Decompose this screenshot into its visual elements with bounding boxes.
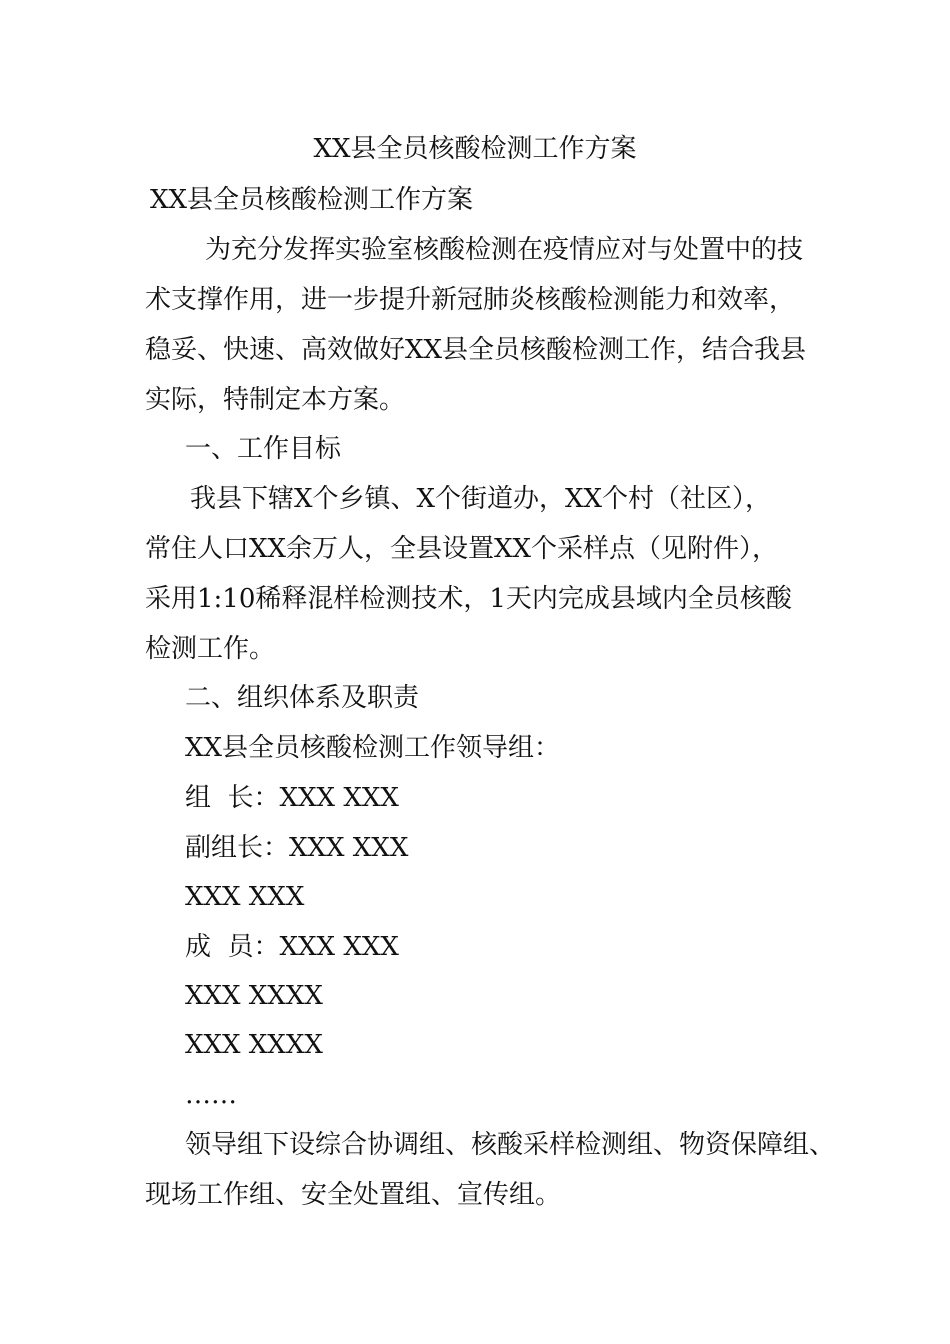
- leader-line: 组 长：XXX XXX: [185, 783, 399, 813]
- members-line: 成 员：XXX XXX: [185, 932, 399, 962]
- subgroups-line-2: 现场工作组、安全处置组、宣传组。: [145, 1180, 562, 1210]
- section-1-line-1: 我县下辖X个乡镇、X个街道办，XX个村（社区），: [190, 484, 772, 514]
- ellipsis-line: ……: [185, 1080, 237, 1110]
- section-1-line-3: 采用1:10稀释混样检测技术，1天内完成县域内全员核酸: [145, 584, 792, 614]
- section-1-line-4: 检测工作。: [145, 634, 276, 664]
- intro-line-4: 实际，特制定本方案。: [145, 385, 406, 415]
- intro-line-3: 稳妥、快速、高效做好XX县全员核酸检测工作，结合我县: [145, 335, 807, 365]
- intro-line-1: 为充分发挥实验室核酸检测在疫情应对与处置中的技: [205, 235, 804, 265]
- member-line-3: XXX XXXX: [185, 1030, 323, 1060]
- section-1-heading: 一、工作目标: [185, 434, 342, 464]
- subgroups-line-1: 领导组下设综合协调组、核酸采样检测组、物资保障组、: [185, 1130, 836, 1160]
- leadership-group-label: XX县全员核酸检测工作领导组：: [185, 733, 561, 763]
- document-subtitle: XX县全员核酸检测工作方案: [150, 185, 474, 215]
- section-2-heading: 二、组织体系及职责: [185, 683, 420, 713]
- section-1-line-2: 常住人口XX余万人，全县设置XX个采样点（见附件），: [145, 534, 779, 564]
- member-line-2: XXX XXXX: [185, 981, 323, 1011]
- deputy-leader-line-2: XXX XXX: [185, 882, 305, 912]
- intro-line-2: 术支撑作用，进一步提升新冠肺炎核酸检测能力和效率，: [145, 285, 796, 315]
- document-title: XX县全员核酸检测工作方案: [313, 134, 637, 164]
- deputy-leader-line: 副组长：XXX XXX: [185, 833, 409, 863]
